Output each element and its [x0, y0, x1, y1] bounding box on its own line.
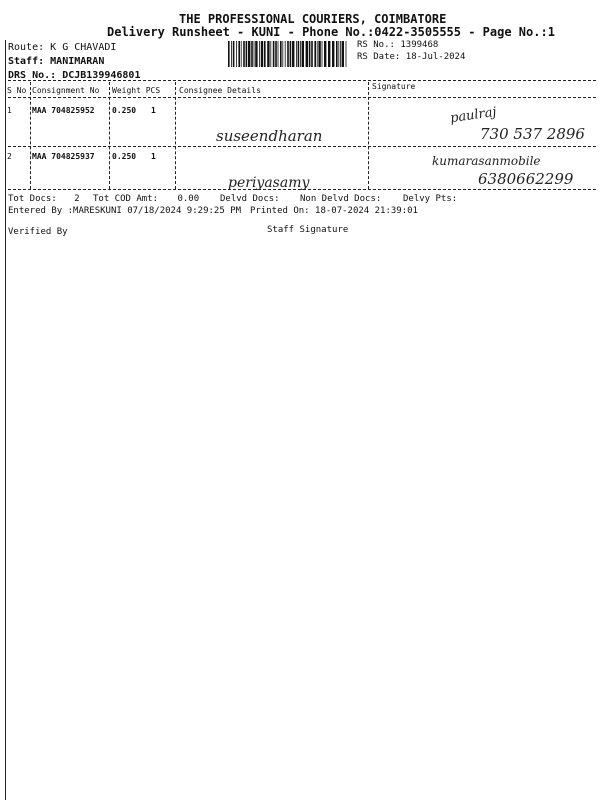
barcode-bar — [259, 41, 260, 67]
barcode-bar — [246, 41, 248, 67]
barcode-bar — [243, 41, 245, 67]
route-label: Route: — [8, 42, 45, 53]
barcode-bar — [251, 41, 253, 67]
entered-by: Entered By :MARESKUNI 07/18/2024 9:29:25 PM — [8, 206, 241, 216]
barcode-bar — [241, 41, 242, 67]
cod-label: Tot COD Amt: — [93, 194, 159, 204]
col-header-consignment: Consignment No — [32, 86, 100, 95]
barcode-bar — [270, 41, 271, 67]
col-header-signature: Signature — [372, 82, 416, 91]
barcode-bar — [285, 41, 286, 67]
barcode-bar — [324, 41, 326, 67]
delvy-pts-label: Delvy Pts: — [403, 194, 458, 204]
staff-signature: Staff Signature — [267, 225, 349, 235]
row2-sno: 2 — [7, 152, 12, 161]
barcode-bar — [267, 41, 269, 67]
row2-handwritten-consignee: periyasamy — [228, 175, 310, 191]
barcode-bar — [332, 41, 334, 67]
col-header-weight-pcs: Weight PCS — [112, 86, 161, 95]
rs-no-label: RS No.: — [357, 40, 395, 50]
barcode-bar — [275, 41, 277, 67]
row1-consignment: MAA 704825952 — [32, 106, 95, 115]
barcode-bar — [318, 41, 320, 67]
barcode-bar — [238, 41, 240, 67]
table-top-rule — [8, 80, 596, 81]
barcode-bar — [255, 41, 257, 67]
tot-docs-label: Tot Docs: — [8, 194, 57, 204]
row1-weight: 0.250 — [112, 106, 137, 115]
printed-on: Printed On: 18-07-2024 21:39:01 — [250, 206, 418, 216]
tot-docs-value: 2 — [74, 194, 80, 204]
row1-handwritten-signature: paulraj — [449, 104, 498, 127]
barcode-bar — [287, 41, 289, 67]
non-delvd-docs-label: Non Delvd Docs: — [300, 194, 382, 204]
barcode-bar — [328, 41, 330, 67]
barcode-bar — [346, 41, 347, 67]
row1-handwritten-phone: 730 537 2896 — [480, 125, 585, 143]
barcode-bar — [340, 41, 341, 67]
left-margin-line — [5, 40, 6, 800]
barcode-bar — [261, 41, 263, 67]
row2-weight: 0.250 — [112, 152, 137, 161]
barcode-bar — [231, 41, 232, 67]
barcode-bar — [280, 41, 282, 67]
barcode-bar — [302, 41, 304, 67]
barcode-bar — [248, 41, 250, 67]
row1-pcs: 1 — [151, 106, 156, 115]
drs-value: DCJB139946801 — [62, 70, 141, 81]
barcode-bar — [300, 41, 301, 67]
delvd-docs-label: Delvd Docs: — [220, 194, 280, 204]
barcode-bar — [296, 41, 297, 67]
barcode-bar — [264, 41, 266, 67]
row1-handwritten-consignee: suseendharan — [216, 127, 323, 145]
col-divider-2 — [109, 82, 110, 189]
route-value: K G CHAVADI — [50, 42, 117, 53]
barcode-bar — [317, 41, 318, 67]
rs-no-value: 1399468 — [400, 40, 439, 50]
barcode-bar — [298, 41, 300, 67]
row2-handwritten-signature: kumarasanmobile — [432, 154, 541, 168]
barcode-bar — [292, 41, 294, 67]
row1-sno: 1 — [7, 106, 12, 115]
barcode-bar — [306, 41, 308, 67]
runsheet-subtitle: Delivery Runsheet - KUNI - Phone No.:0422-3505555 - Page No.:1 — [107, 25, 555, 39]
barcode-bar — [236, 41, 237, 67]
col-divider-4 — [368, 82, 369, 189]
rs-date-line — [357, 52, 465, 62]
barcode-bar — [311, 41, 313, 67]
rs-date-value: 18-Jul-2024 — [405, 52, 466, 62]
row-divider — [8, 146, 596, 147]
col-header-consignee: Consignee Details — [179, 86, 261, 95]
barcode-icon — [228, 41, 348, 67]
row2-pcs: 1 — [151, 152, 156, 161]
staff-label: Staff: — [8, 56, 45, 67]
barcode-bar — [290, 41, 292, 67]
barcode-bar — [233, 41, 235, 67]
staff-line — [8, 56, 104, 67]
barcode-bar — [314, 41, 316, 67]
row2-consignment: MAA 704825937 — [32, 152, 95, 161]
verified-by: Verified By — [8, 227, 68, 237]
rs-no-line — [357, 40, 438, 50]
row2-handwritten-phone: 6380662299 — [478, 170, 574, 188]
barcode-bar — [254, 41, 255, 67]
col-divider-1 — [30, 82, 31, 189]
barcode-bar — [338, 41, 339, 67]
route-line — [8, 42, 116, 53]
tot-docs — [8, 194, 80, 204]
barcode-bar — [336, 41, 338, 67]
staff-value: MANIMARAN — [50, 56, 105, 67]
barcode-bar — [322, 41, 323, 67]
barcode-bar — [278, 41, 279, 67]
cod-value: 0.00 — [177, 194, 200, 204]
barcode-bar — [273, 41, 275, 67]
barcode-bar — [282, 41, 283, 67]
drs-label: DRS No.: — [8, 70, 57, 81]
company-title: THE PROFESSIONAL COURIERS, COIMBATORE — [179, 12, 447, 26]
barcode-bar — [342, 41, 344, 67]
rs-date-label: RS Date: — [357, 52, 401, 62]
header-bottom-rule — [8, 97, 596, 98]
col-divider-3 — [175, 82, 176, 189]
col-header-sno: S No — [7, 86, 27, 95]
barcode-bar — [228, 41, 230, 67]
tot-cod — [93, 194, 199, 204]
barcode-bar — [309, 41, 311, 67]
